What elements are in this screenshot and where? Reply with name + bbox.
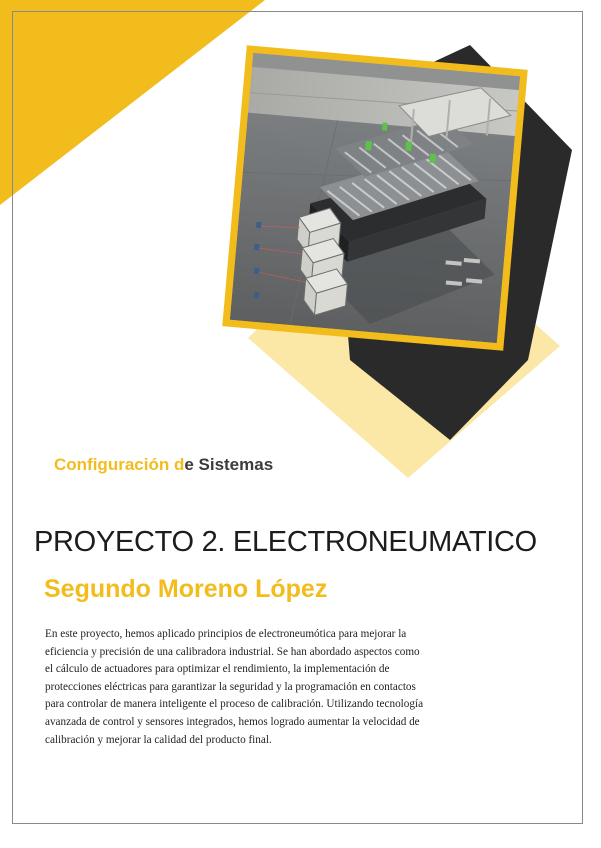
author-name: Segundo Moreno López (44, 575, 328, 603)
cover-image (222, 45, 528, 351)
page-title: PROYECTO 2. ELECTRONEUMATICO (34, 526, 537, 558)
subtitle-accent-part: Configuración d (54, 455, 185, 474)
subtitle (54, 455, 273, 475)
calibrator-render (230, 53, 520, 343)
yellow-corner-triangle (0, 0, 265, 205)
abstract-paragraph: En este proyecto, hemos aplicado principios de electroneumótica para mejorar la eficiencia y precisión de una calibradora industrial. Se han abordado aspectos como el cálculo de actuadores para optimizar el rendimiento, la implementación de protecciones eléctricas para garantizar la seguridad y la programación en contactos para controlar de manera inteligente el proceso de calibración. Utilizando tecnología avanzada de control y sensores integrados, hemos logrado aumentar la velocidad de calibración y mejorar la calidad del producto final. (45, 628, 424, 746)
subtitle-dark-part: e Sistemas (184, 455, 274, 474)
